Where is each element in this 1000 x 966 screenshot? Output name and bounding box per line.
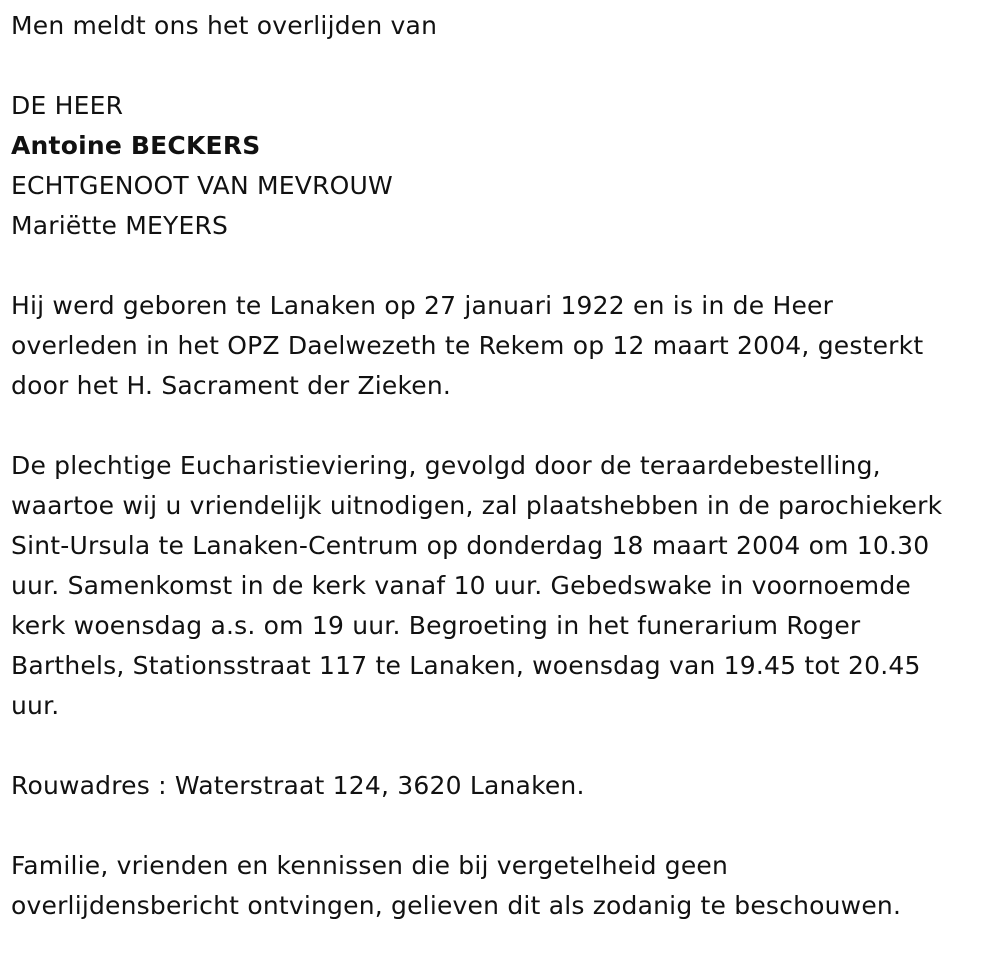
paragraph-line: De plechtige Eucharistieviering, gevolgd door de teraardebestelling, bbox=[11, 451, 881, 480]
paragraph-line: kerk woensdag a.s. om 19 uur. Begroeting in het funerarium Roger bbox=[11, 611, 861, 640]
paragraph-line: waartoe wij u vriendelijk uitnodigen, zal plaatshebben in de parochiekerk bbox=[11, 491, 943, 520]
honorific-title: DE HEER bbox=[11, 91, 124, 120]
paragraph-line: uur. bbox=[11, 691, 60, 720]
spacer bbox=[11, 726, 996, 766]
paragraph-line: Barthels, Stationsstraat 117 te Lanaken, woensdag van 19.45 tot 20.45 bbox=[11, 651, 921, 680]
spouse-name: Mariëtte MEYERS bbox=[11, 211, 229, 240]
closing-paragraph bbox=[11, 846, 996, 926]
birth-death-paragraph bbox=[11, 286, 996, 406]
paragraph-line: overleden in het OPZ Daelwezeth te Rekem op 12 maart 2004, gesterkt bbox=[11, 331, 924, 360]
paragraph-line: door het H. Sacrament der Zieken. bbox=[11, 371, 452, 400]
ceremony-paragraph bbox=[11, 446, 996, 726]
spacer bbox=[11, 406, 996, 446]
spacer bbox=[11, 46, 996, 86]
deceased-name: Antoine BECKERS bbox=[11, 131, 261, 160]
paragraph-line: Sint-Ursula te Lanaken-Centrum op donderdag 18 maart 2004 om 10.30 bbox=[11, 531, 930, 560]
mourning-address: Rouwadres : Waterstraat 124, 3620 Lanaken. bbox=[11, 771, 585, 800]
relation-text: ECHTGENOOT VAN MEVROUW bbox=[11, 171, 393, 200]
intro-text: Men meldt ons het overlijden van bbox=[11, 11, 438, 40]
paragraph-line: overlijdensbericht ontvingen, gelieven dit als zodanig te beschouwen. bbox=[11, 891, 902, 920]
paragraph-line: Familie, vrienden en kennissen die bij vergetelheid geen bbox=[11, 851, 729, 880]
obituary-notice bbox=[11, 6, 996, 926]
paragraph-line: Hij werd geboren te Lanaken op 27 januari 1922 en is in de Heer bbox=[11, 291, 834, 320]
paragraph-line: uur. Samenkomst in de kerk vanaf 10 uur. Gebedswake in voornoemde bbox=[11, 571, 911, 600]
spacer bbox=[11, 246, 996, 286]
spacer bbox=[11, 806, 996, 846]
